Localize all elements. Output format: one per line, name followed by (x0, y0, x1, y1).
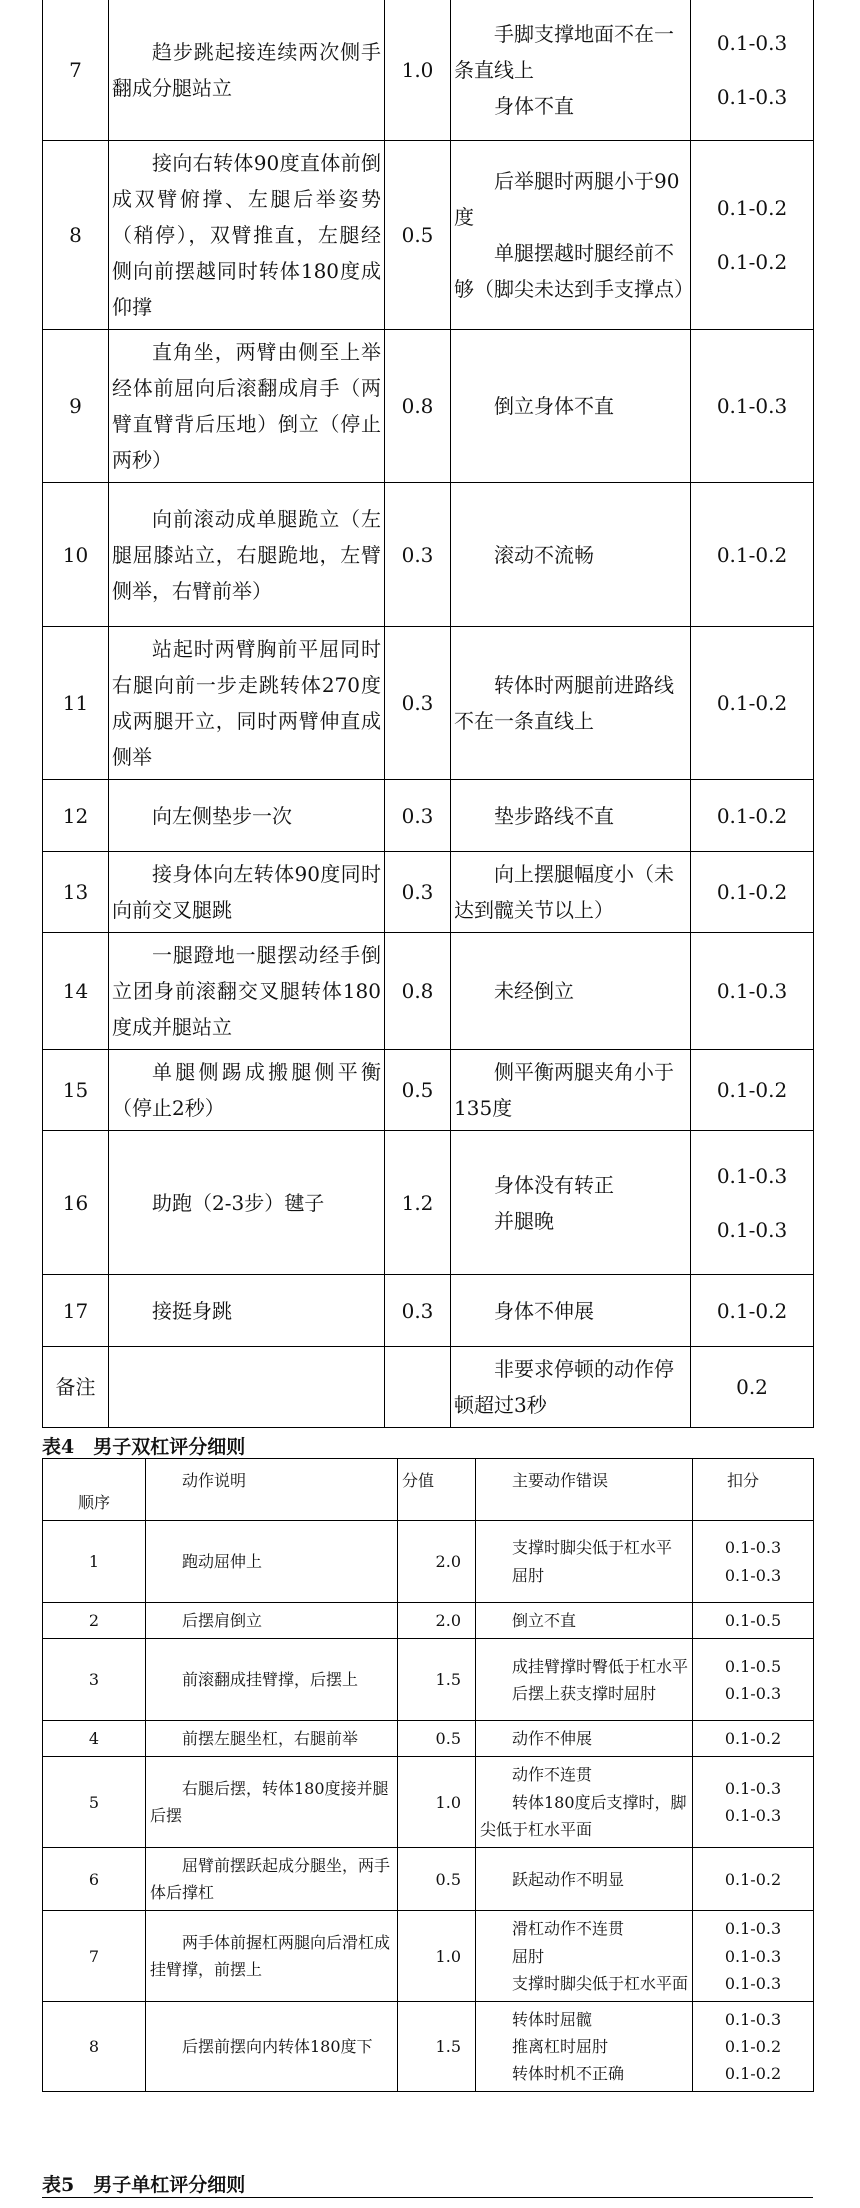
deductions (693, 1603, 814, 1639)
table-row (43, 330, 814, 483)
error-item: 转体时机不正确 (512, 2064, 625, 2084)
action-description (146, 1639, 398, 1721)
action-text: 趋步跳起接连续两次侧手翻成分腿站立 (112, 39, 381, 100)
row-number: 13 (43, 852, 109, 933)
deductions (691, 852, 814, 933)
error-item: 向上摆腿幅度小（未达到髋关节以上） (454, 862, 674, 922)
main-errors (451, 852, 691, 933)
table-row (43, 141, 814, 330)
table-5-caption: 表5 男子单杠评分细则 (42, 2174, 246, 2196)
action-description (109, 852, 385, 933)
deduction-item: 0.1-0.2 (724, 2037, 782, 2057)
row-number: 4 (43, 1721, 146, 1757)
action-text: 跑动屈伸上 (182, 1551, 263, 1571)
main-errors (451, 483, 691, 627)
action-text: 单腿侧踢成搬腿侧平衡（停止2秒） (112, 1060, 381, 1120)
main-errors (476, 1721, 693, 1757)
score-value: 0.5 (385, 1050, 451, 1131)
note-label: 备注 (43, 1347, 109, 1428)
deductions (691, 141, 814, 330)
table-row (43, 780, 814, 852)
row-number: 3 (43, 1639, 146, 1721)
row-number: 14 (43, 933, 109, 1050)
deduction-item: 0.1-0.3 (724, 1778, 782, 1798)
main-errors (451, 1131, 691, 1275)
error-item: 身体不直 (494, 93, 574, 118)
row-number: 5 (43, 1757, 146, 1848)
error-item: 滑杠动作不连贯 (512, 1919, 625, 1939)
table-4-header-row (43, 1459, 814, 1521)
deduction-item: 0.1-0.2 (724, 1869, 782, 1889)
deductions (691, 483, 814, 627)
row-number: 12 (43, 780, 109, 852)
main-errors (476, 1847, 693, 1910)
table-row (43, 1131, 814, 1275)
action-description (109, 1050, 385, 1131)
deductions (693, 1721, 814, 1757)
action-text: 直角坐，两臂由侧至上举经体前屈向后滚翻成肩手（两臂直臂背后压地）倒立（停止两秒） (112, 340, 381, 472)
deduction-item: 0.1-0.2 (716, 691, 788, 715)
score-value: 1.2 (385, 1131, 451, 1275)
table-row (43, 1757, 814, 1848)
table-row (43, 483, 814, 627)
deductions (693, 1911, 814, 2002)
score-value: 0.5 (398, 1721, 476, 1757)
table-row (43, 1721, 814, 1757)
deduction-item: 0.1-0.5 (724, 1656, 782, 1676)
deductions (691, 330, 814, 483)
table-5-top-border (42, 2197, 813, 2208)
table-row (43, 1911, 814, 2002)
score-value: 1.0 (385, 0, 451, 141)
score-value: 1.0 (398, 1757, 476, 1848)
deductions (691, 933, 814, 1050)
deduction-item: 0.1-0.2 (716, 250, 788, 274)
action-text: 接身体向左转体90度同时向前交叉腿跳 (112, 862, 381, 922)
note-error (451, 1347, 691, 1428)
header-no: 顺序 (43, 1459, 146, 1521)
row-number: 10 (43, 483, 109, 627)
deduction-item: 0.1-0.3 (716, 1163, 788, 1188)
action-description (109, 483, 385, 627)
deduction-item: 0.1-0.3 (716, 1217, 788, 1242)
table-row (43, 852, 814, 933)
action-text: 前滚翻成挂臂撑，后摆上 (182, 1670, 359, 1690)
action-description (146, 1911, 398, 2002)
score-value: 0.3 (385, 627, 451, 780)
action-text: 后摆肩倒立 (182, 1611, 263, 1630)
deductions (691, 780, 814, 852)
error-item: 身体没有转正 (494, 1172, 614, 1197)
action-text: 前摆左腿坐杠，右腿前举 (182, 1729, 359, 1749)
error-item: 单腿摆越时腿经前不够（脚尖未达到手支撑点） (454, 241, 694, 301)
deductions (693, 2001, 814, 2092)
table-row (43, 1521, 814, 1603)
action-description (146, 1757, 398, 1848)
action-description (146, 1603, 398, 1639)
action-description (146, 1721, 398, 1757)
score-value: 0.3 (385, 852, 451, 933)
action-text: 一腿蹬地一腿摆动经手倒立团身前滚翻交叉腿转体180度成并腿站立 (112, 943, 381, 1039)
main-errors (476, 1911, 693, 2002)
score-value: 2.0 (398, 1521, 476, 1603)
deduction-item: 0.1-0.2 (716, 1078, 788, 1102)
deductions (691, 1050, 814, 1131)
deduction-item: 0.1-0.2 (716, 196, 788, 220)
error-item: 屈肘 (512, 1946, 545, 1966)
table-row (43, 1847, 814, 1910)
action-description (109, 627, 385, 780)
error-item: 垫步路线不直 (494, 803, 614, 828)
main-errors (451, 1050, 691, 1131)
deductions (693, 1757, 814, 1848)
deduction-item: 0.1-0.2 (724, 1729, 782, 1749)
deduction-item: 0.1-0.3 (724, 2009, 782, 2029)
deduction-item: 0.1-0.3 (724, 1806, 782, 1826)
action-text: 两手体前握杠两腿向后滑杠成挂臂撑，前摆上 (150, 1932, 391, 1980)
table-4-caption: 表4 男子双杠评分细则 (42, 1436, 246, 1458)
action-text: 后摆前摆向内转体180度下 (182, 2037, 373, 2057)
error-item: 跃起动作不明显 (512, 1869, 625, 1889)
table-3-note-row (43, 1347, 814, 1428)
row-number: 2 (43, 1603, 146, 1639)
main-errors (476, 1521, 693, 1603)
action-description (146, 1521, 398, 1603)
deductions (693, 1847, 814, 1910)
action-text: 接向右转体90度直体前倒成双臂俯撑、左腿后举姿势（稍停），双臂推直，左腿经侧向前摆越同时转体180度成仰撑 (112, 151, 381, 319)
note-empty-value (385, 1347, 451, 1428)
main-errors (451, 780, 691, 852)
error-item: 支撑时脚尖低于杠水平面 (512, 1973, 689, 1993)
row-number: 7 (43, 0, 109, 141)
deduction-item: 0.1-0.3 (724, 1683, 782, 1703)
error-item: 后举腿时两腿小于90度 (454, 169, 680, 229)
note-deduction: 0.2 (691, 1347, 814, 1428)
action-text: 右腿后摆，转体180度接并腿后摆 (150, 1778, 389, 1826)
action-text: 屈臂前摆跃起成分腿坐，两手体后撑杠 (150, 1855, 391, 1903)
score-value: 0.3 (385, 483, 451, 627)
action-description (109, 330, 385, 483)
error-item: 动作不连贯 (512, 1765, 593, 1785)
deduction-item: 0.1-0.3 (716, 394, 788, 418)
main-errors (476, 1757, 693, 1848)
row-number: 9 (43, 330, 109, 483)
action-description (109, 780, 385, 852)
score-value: 1.5 (398, 1639, 476, 1721)
score-value: 0.3 (385, 780, 451, 852)
deductions (691, 627, 814, 780)
error-item: 侧平衡两腿夹角小于135度 (454, 1060, 674, 1120)
deductions (691, 1275, 814, 1347)
score-value: 1.5 (398, 2001, 476, 2092)
error-item: 倒立不直 (512, 1611, 577, 1630)
table-row (43, 1603, 814, 1639)
row-number: 11 (43, 627, 109, 780)
error-item: 转体180度后支撑时，脚尖低于杠水平面 (480, 1792, 687, 1839)
action-description (109, 1275, 385, 1347)
error-item: 滚动不流畅 (494, 542, 594, 567)
row-number: 1 (43, 1521, 146, 1603)
row-number: 8 (43, 2001, 146, 2092)
header-value: 分值 (398, 1459, 476, 1521)
action-text: 站起时两臂胸前平屈同时右腿向前一步走跳转体270度成两腿开立，同时两臂伸直成侧举 (112, 637, 381, 769)
error-item: 身体不伸展 (494, 1298, 594, 1323)
error-item: 后摆上获支撑时屈肘 (512, 1683, 657, 1703)
deductions (691, 0, 814, 141)
score-value: 0.8 (385, 330, 451, 483)
main-errors (451, 627, 691, 780)
score-value: 1.0 (398, 1911, 476, 2002)
error-item: 并腿晚 (494, 1208, 554, 1233)
error-item: 成挂臂撑时臀低于杠水平 (512, 1656, 689, 1676)
score-value: 0.3 (385, 1275, 451, 1347)
row-number: 6 (43, 1847, 146, 1910)
score-value: 0.5 (398, 1847, 476, 1910)
error-item: 屈肘 (512, 1565, 545, 1585)
error-item: 未经倒立 (494, 979, 574, 1003)
main-errors (451, 330, 691, 483)
deduction-item: 0.1-0.3 (724, 1946, 782, 1966)
row-number: 15 (43, 1050, 109, 1131)
action-text: 向左侧垫步一次 (152, 803, 292, 828)
deduction-item: 0.1-0.2 (724, 2064, 782, 2084)
main-errors (476, 1639, 693, 1721)
row-number: 17 (43, 1275, 109, 1347)
action-text: 接挺身跳 (152, 1298, 232, 1323)
action-description (109, 933, 385, 1050)
deduction-item: 0.1-0.5 (724, 1611, 782, 1630)
row-number: 8 (43, 141, 109, 330)
table-row (43, 2001, 814, 2092)
main-errors (476, 2001, 693, 2092)
table-row (43, 627, 814, 780)
error-item: 手脚支撑地面不在一条直线上 (454, 21, 674, 82)
main-errors (451, 0, 691, 141)
error-item: 转体时两腿前进路线不在一条直线上 (454, 673, 674, 733)
deductions (693, 1639, 814, 1721)
table-3-women-floor-scoring (42, 0, 814, 1428)
error-item: 推离杠时屈肘 (512, 2037, 609, 2057)
table-row (43, 1639, 814, 1721)
action-text: 助跑（2-3步）毽子 (152, 1190, 325, 1215)
deduction-item: 0.1-0.3 (724, 1565, 782, 1585)
action-description (109, 141, 385, 330)
action-description (146, 2001, 398, 2092)
score-value: 2.0 (398, 1603, 476, 1639)
table-4-men-parallel-bars (42, 1458, 814, 2092)
score-value: 0.5 (385, 141, 451, 330)
main-errors (451, 933, 691, 1050)
header-action: 动作说明 (146, 1459, 398, 1521)
deduction-item: 0.1-0.2 (716, 803, 788, 828)
deduction-item: 0.1-0.3 (716, 84, 788, 109)
action-description (146, 1847, 398, 1910)
deduction-item: 0.1-0.2 (716, 542, 788, 567)
note-empty-action (109, 1347, 385, 1428)
score-value: 0.8 (385, 933, 451, 1050)
error-item: 动作不伸展 (512, 1729, 593, 1749)
main-errors (451, 1275, 691, 1347)
table-row (43, 933, 814, 1050)
main-errors (451, 141, 694, 330)
table-row (43, 0, 814, 141)
main-errors (476, 1603, 693, 1639)
deduction-item: 0.1-0.3 (716, 979, 788, 1003)
deductions (693, 1521, 814, 1603)
header-deductions: 扣分 (693, 1459, 814, 1521)
note-error-text: 非要求停顿的动作停顿超过3秒 (454, 1357, 674, 1417)
deduction-item: 0.1-0.3 (724, 1919, 782, 1939)
error-item: 转体时屈髋 (512, 2009, 593, 2029)
deduction-item: 0.1-0.2 (716, 880, 788, 904)
deduction-item: 0.1-0.2 (716, 1298, 788, 1323)
deduction-item: 0.1-0.3 (716, 30, 788, 55)
row-number: 7 (43, 1911, 146, 2002)
header-errors: 主要动作错误 (476, 1459, 693, 1521)
error-item: 支撑时脚尖低于杠水平 (512, 1538, 673, 1558)
deduction-item: 0.1-0.3 (724, 1538, 782, 1558)
error-item: 倒立身体不直 (494, 394, 614, 418)
deductions (691, 1131, 814, 1275)
deduction-item: 0.1-0.3 (724, 1973, 782, 1993)
action-text: 向前滚动成单腿跪立（左腿屈膝站立，右腿跪地，左臂侧举，右臂前举） (112, 506, 381, 603)
table-row (43, 1050, 814, 1131)
table-row (43, 1275, 814, 1347)
action-description (109, 1131, 385, 1275)
row-number: 16 (43, 1131, 109, 1275)
action-description (109, 0, 385, 141)
